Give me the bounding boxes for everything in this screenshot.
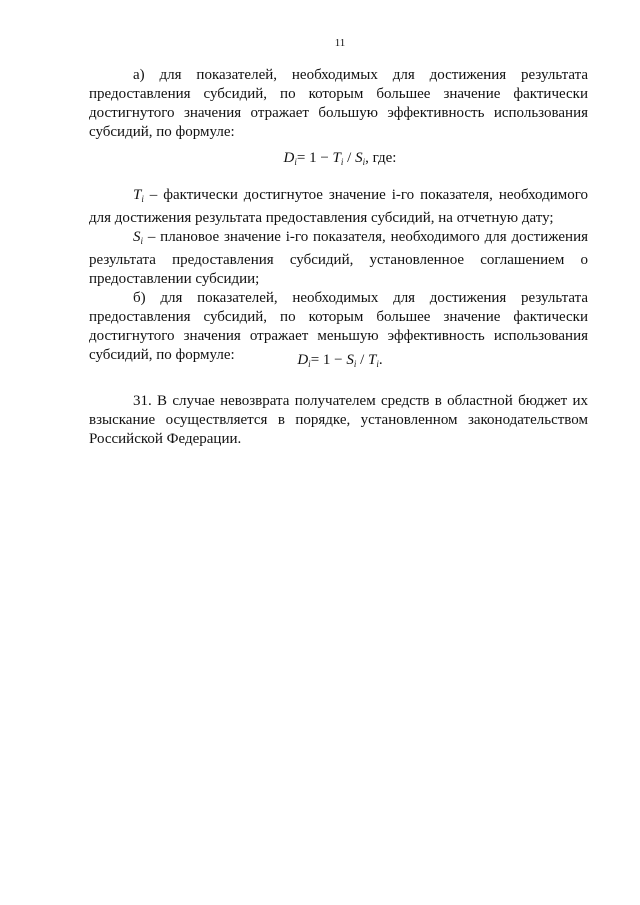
formula-b-t-sub: i: [376, 359, 379, 369]
formula-a-eq: = 1 −: [296, 150, 333, 166]
formula-a-lhs-sub: i: [294, 157, 297, 167]
definition-s: [89, 228, 588, 289]
formula-b-lhs: D: [297, 352, 309, 368]
formula-b-slash: /: [356, 352, 369, 368]
formula-a-t: T: [332, 150, 341, 166]
formula-a-t-sub: i: [340, 157, 344, 167]
formula-b-lhs-sub: i: [308, 359, 311, 369]
definition-s-text: – плановое значение i-го показателя, необходимого для достижения результата предоставления субсидий, установленное соглашением о предоставлении субсидии;: [89, 229, 588, 287]
paragraph-a-block: [89, 66, 588, 142]
definitions-block: [89, 186, 588, 365]
formula-b-s-sub: i: [353, 359, 357, 369]
definition-t-text: – фактически достигнутое значение i-го показателя, необходимого для достижения результата предоставления субсидий, на отчетную дату;: [89, 187, 588, 226]
formula-b-t: T: [368, 352, 377, 368]
definition-t: [89, 186, 588, 228]
paragraph-b: б) для показателей, необходимых для достижения результата предоставления субсидий, по которым большее значение фактически достигнутого значения отражает меньшую эффективность использования субсидий, по формуле:: [89, 290, 588, 363]
page-number: 11: [334, 37, 346, 49]
formula-a-lhs: D: [283, 150, 295, 166]
formula-a-s-sub: i: [362, 157, 366, 167]
formula-b-s: S: [346, 352, 354, 368]
paragraph-a: а) для показателей, необходимых для достижения результата предоставления субсидий, по которым большее значение фактически достигнутого значения отражает большую эффективность использования субсидий, по формуле:: [89, 67, 588, 140]
formula-a-s: S: [355, 150, 363, 166]
formula-b-eq: = 1 −: [310, 352, 347, 368]
formula-a: [0, 150, 640, 167]
paragraph-31-block: [89, 392, 588, 449]
formula-b-tail: .: [378, 352, 383, 368]
formula-a-slash: /: [343, 150, 356, 166]
definition-t-symbol: $T_i$: [133, 187, 144, 204]
formula-b: [0, 352, 640, 369]
definition-s-symbol: $S_i$: [133, 229, 144, 246]
formula-a-tail: , где:: [365, 150, 397, 166]
paragraph-31: 31. В случае невозврата получателем средств в областной бюджет их взыскание осуществляется в порядке, установленном законодательством Российской Федерации.: [89, 393, 588, 447]
